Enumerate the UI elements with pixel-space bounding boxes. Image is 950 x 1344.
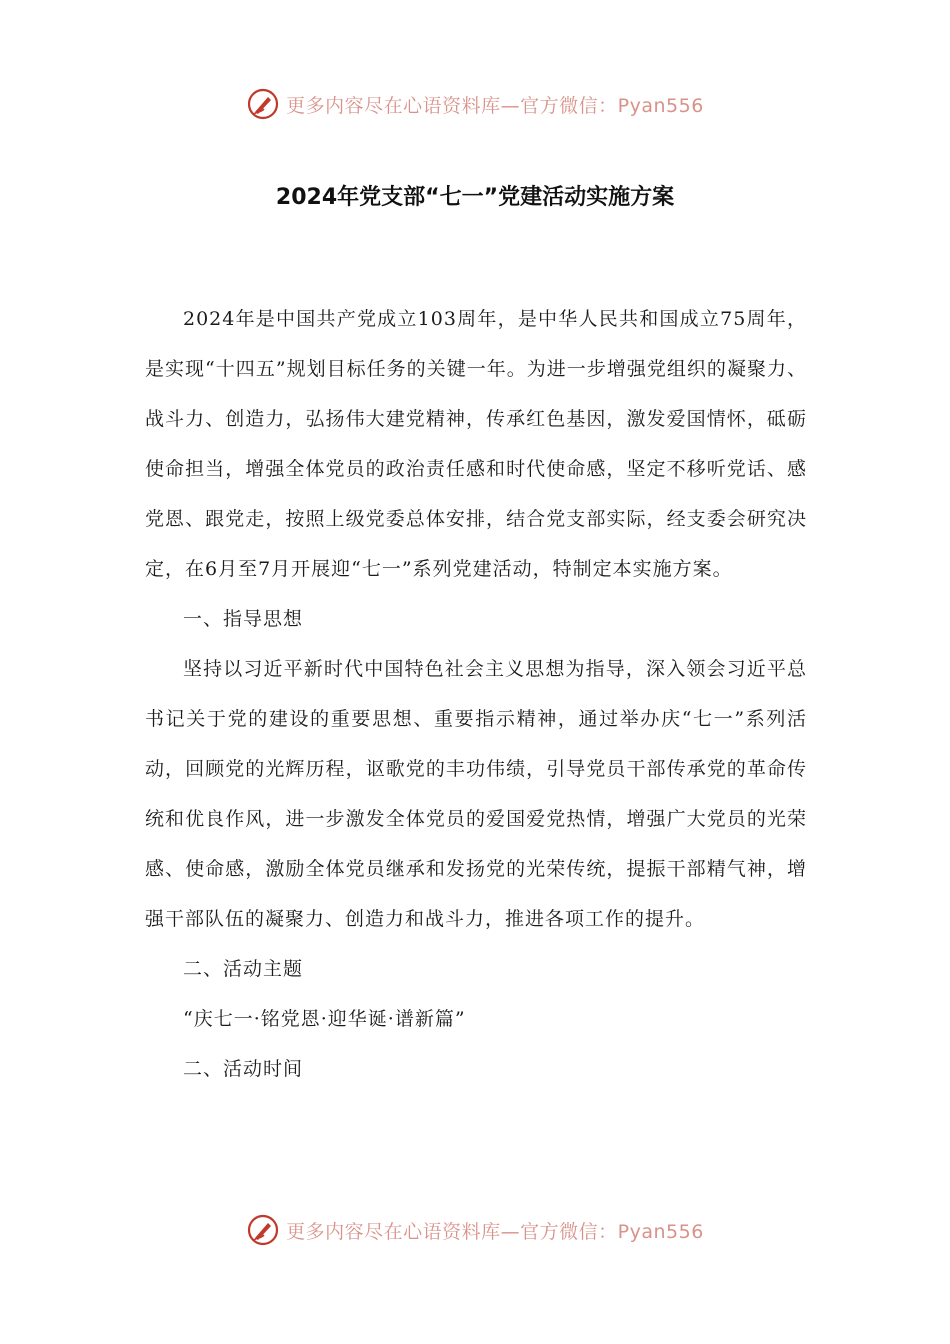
watermark-text: 更多内容尽在心语资料库—官方微信：Pyan556 [286, 1220, 704, 1243]
activity-theme-text: “庆七一·铭党恩·迎华诞·谱新篇” [183, 1008, 466, 1030]
intro-paragraph: 2024年是中国共产党成立103周年，是中华人民共和国成立75周年，是实现“十四五”规划目标任务的关键一年。为进一步增强党组织的凝聚力、战斗力、创造力，弘扬伟大建党精神，传承红色基因，激发爱国情怀，砥砺使命担当，增强全体党员的政治责任感和时代使命感，坚定不移听党话、感党恩、跟党走，按照上级党委总体安排，结合党支部实际，经支委会研究决定，在6月至7月开展迎“七一”系列党建活动，特制定本实施方案。 [145, 308, 807, 580]
section-heading-guiding-ideology: 一、指导思想 [183, 608, 304, 630]
section-heading-activity-time: 二、活动时间 [183, 1058, 304, 1080]
pen-logo-icon [246, 87, 280, 121]
watermark-banner-top [0, 84, 950, 124]
document-body [145, 294, 807, 1094]
watermark-banner-bottom [0, 1210, 950, 1250]
guiding-ideology-paragraph: 坚持以习近平新时代中国特色社会主义思想为指导，深入领会习近平总书记关于党的建设的重要思想、重要指示精神，通过举办庆“七一”系列活动，回顾党的光辉历程，讴歌党的丰功伟绩，引导党员干部传承党的革命传统和优良作风，进一步激发全体党员的爱国爱党热情，增强广大党员的光荣感、使命感，激励全体党员继承和发扬党的光荣传统，提振干部精气神，增强干部队伍的凝聚力、创造力和战斗力，推进各项工作的提升。 [145, 658, 807, 930]
watermark-text: 更多内容尽在心语资料库—官方微信：Pyan556 [286, 94, 704, 117]
document-title: 2024年党支部“七一”党建活动实施方案 [275, 185, 675, 210]
pen-logo-icon [246, 1213, 280, 1247]
section-heading-activity-theme: 二、活动主题 [183, 958, 304, 980]
